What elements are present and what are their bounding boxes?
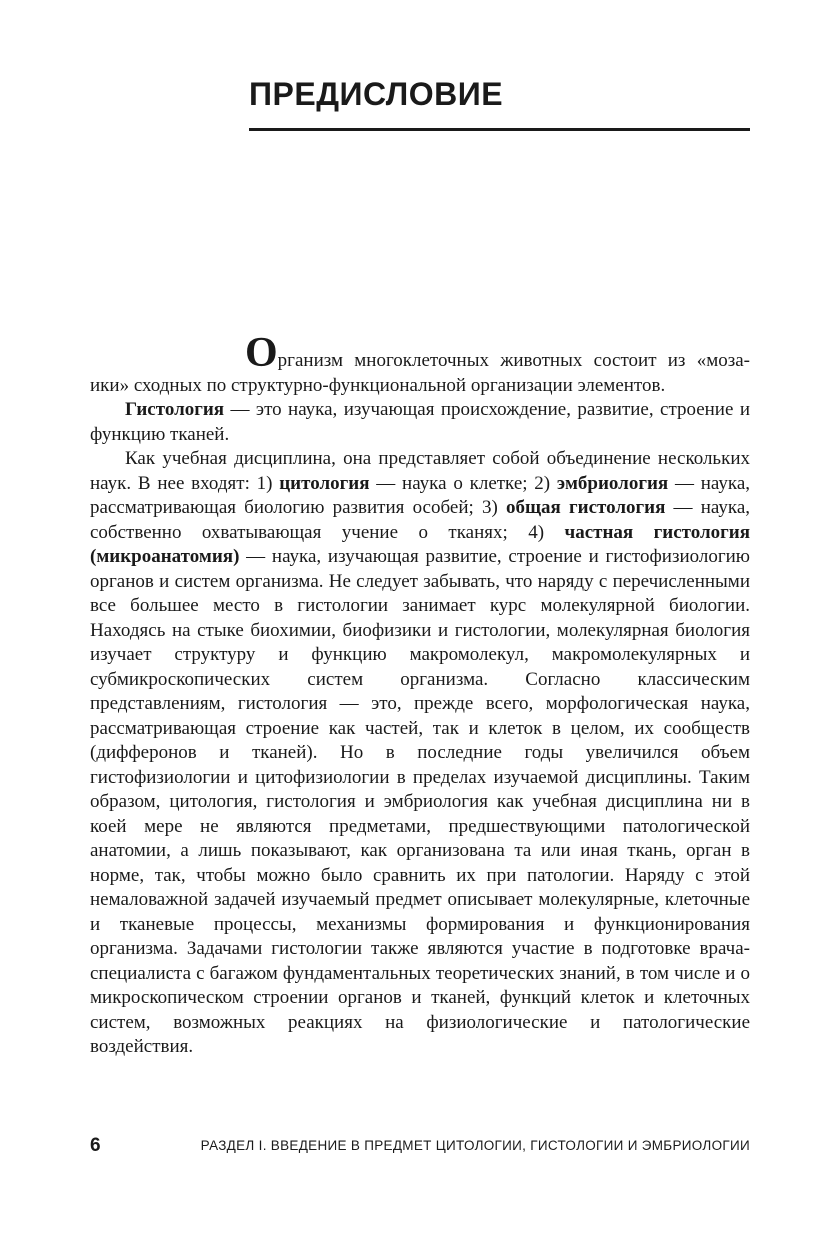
paragraph-definition — [90, 398, 750, 447]
page-number: 6 — [90, 1135, 101, 1156]
term-histology: Гистология — [125, 399, 225, 420]
title-underline — [249, 128, 750, 131]
term-cytology: цитология — [279, 472, 370, 494]
page-footer — [90, 1135, 750, 1159]
discipline-text-1: Как учебная дисциплина, она представляет собой объединение нескольких наук. В нее входят: 1) — [90, 448, 750, 494]
term-embryology: эмбриология — [556, 472, 669, 494]
drop-cap: О — [245, 330, 278, 376]
definition-text: — это наука, изучающая происхождение, развитие, строение и функцию тканей. — [90, 399, 750, 445]
discipline-text-2: — наука о клетке; 2) — [369, 472, 557, 494]
running-head: РАЗДЕЛ I. ВВЕДЕНИЕ В ПРЕДМЕТ ЦИТОЛОГИИ, ГИСТОЛОГИИ И ЭМБРИОЛОГИИ — [200, 1138, 750, 1153]
intro-rest-text: ики» сходных по структурно-функциональной организации элементов. — [90, 374, 666, 396]
discipline-text-4: — наука, собственно охватывающая учение о тканях; 4) — [90, 497, 751, 543]
discipline-text-3: — наука, рассматривающая биологию развития особей; 3) — [90, 472, 751, 518]
discipline-text-5: — наука, изучающая развитие, строение и гистофизиологию органов и систем организма. Не следует забывать, что наряду с перечисленными все большее место в гистологии занимает курс молекулярной биологии. Находясь на стыке биохимии, биофизики и гистологии, молекулярная биология изучает структуру и функцию макромолекул, макромолекулярных и субмикроскопических систем организма. Согласно классическим представлениям, гистология — это, прежде всего, морфологическая наука, рассматривающая строение как частей, так и клеток в целом, их сообществ (дифферонов и тканей). Но в последние годы увеличился объем гистофизиологии и цитофизиологии в пределах изучаемой дисциплины. Таким образом, цитология, гистология и эмбриология как учебная дисциплина ни в коей мере не являются предметами, предшествующими патологической анатомии, а лишь показывают, как организована та или иная ткань, орган в норме, так, чтобы можно было сравнить их при патологии. Наряду с этой немаловажной задачей изучаемый предмет описывает молекулярные, клеточные и тканевые процессы, механизмы формирования и функционирования организма. Задачами гистологии также являются участие в подготовке врача-специалиста с багажом фундаментальных теоретических знаний, в том числе и о микроскопическом строении органов и тканей, функций клеток и клеточных систем, возможных реакциях на физиологические и патологические воздействия. — [90, 546, 750, 1057]
first-line — [90, 330, 750, 376]
first-line-text: рганизм многоклеточных животных состоит из «моза- — [277, 350, 750, 371]
term-special-histology: частная гистология (микроанатомия) — [90, 521, 751, 567]
body-text — [90, 330, 751, 1060]
paragraph-intro — [90, 330, 750, 398]
paragraph-discipline — [90, 447, 750, 1060]
chapter-title: ПРЕДИСЛОВИЕ — [249, 76, 504, 112]
term-general-histology: общая гистология — [505, 497, 666, 518]
